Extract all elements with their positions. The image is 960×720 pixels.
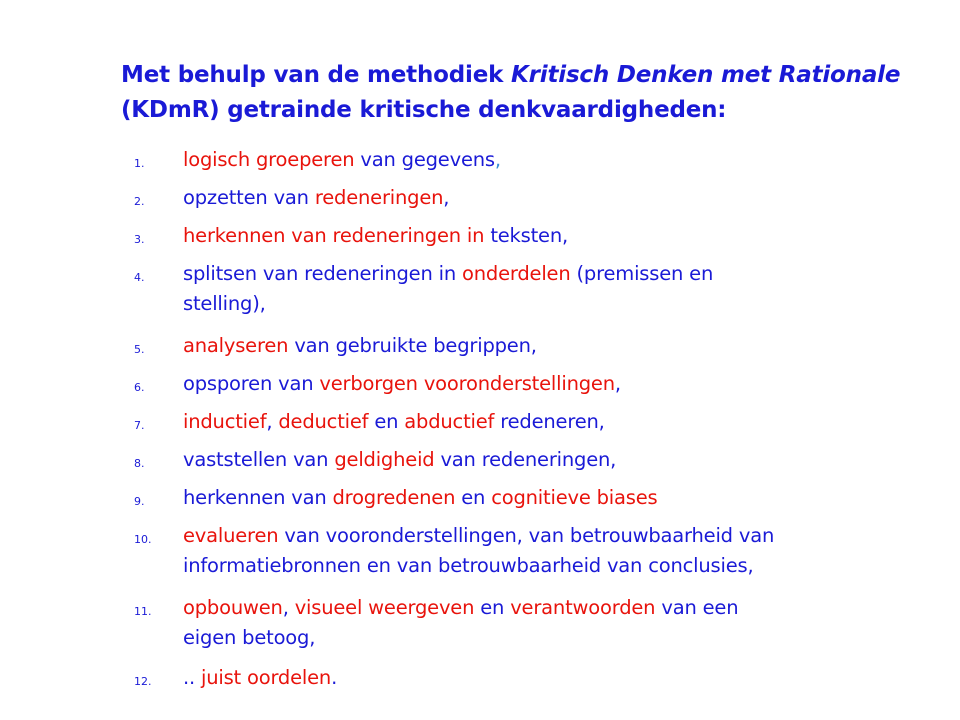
highlighted-term: verborgen vooronderstellingen [319,372,615,395]
list-item-text [183,483,883,513]
highlighted-term: opbouwen [183,596,283,619]
text-segment: van redeneringen, [434,448,617,471]
highlighted-term: logisch groeperen [183,148,355,171]
list-item-line [183,369,883,399]
text-segment: , [266,410,279,433]
highlighted-term: onderdelen [462,262,571,285]
title-italic-method: Kritisch Denken met Rationale [511,62,901,88]
highlighted-term: juist oordelen [201,666,332,689]
list-item-line [183,259,883,289]
list-item-line [183,221,883,251]
text-segment: van een [655,596,739,619]
text-segment: informatiebronnen en van betrouwbaarheid van conclusies, [183,554,754,577]
list-item-line [183,183,883,213]
list-item-number: 10. [134,533,152,546]
text-segment: opsporen van [183,372,320,395]
highlighted-term: deductief [278,410,369,433]
text-segment: van vooronderstellingen, van betrouwbaarheid van [278,524,775,547]
list-item-text [183,183,883,213]
highlighted-term: analyseren [183,334,289,357]
text-segment: , [614,372,621,395]
list-item-number: 9. [134,495,145,508]
list-item-line [183,407,883,437]
text-segment: en [368,410,405,433]
highlighted-term: redeneringen [314,186,444,209]
list-item-number: 8. [134,457,145,470]
list-item-number: 7. [134,419,145,432]
list-item-line [183,483,883,513]
list-item-line [183,521,883,551]
list-item-text [183,663,883,693]
list-item-line [183,623,883,653]
text-segment: en [455,486,492,509]
text-segment: splitsen van redeneringen in [183,262,462,285]
list-item-number: 4. [134,271,145,284]
list-item-number: 12. [134,675,152,688]
text-segment: eigen betoog, [183,626,316,649]
list-item-text [183,331,883,361]
title-line-1 [121,58,941,93]
list-item-number: 3. [134,233,145,246]
text-segment: stelling), [183,292,266,315]
highlighted-term: cognitieve biases [491,486,658,509]
text-segment: , [282,596,295,619]
text-segment: herkennen van [183,486,333,509]
text-segment: , [443,186,450,209]
highlighted-term: verantwoorden [510,596,656,619]
text-segment: opzetten van [183,186,315,209]
highlighted-term: abductief [404,410,495,433]
highlighted-term: inductief [183,410,267,433]
text-segment: . [331,666,338,689]
list-item-text [183,369,883,399]
text-segment: vaststellen van [183,448,335,471]
slide-title [121,58,941,128]
list-item-text [183,445,883,475]
list-item-text [183,521,883,581]
list-item-text [183,593,883,653]
text-segment: redeneren, [494,410,605,433]
text-segment: van gegevens [354,148,495,171]
title-line-2: (KDmR) getrainde kritische denkvaardigheden: [121,97,727,123]
text-segment: teksten, [490,224,569,247]
list-item-number: 1. [134,157,145,170]
highlighted-term: geldigheid [334,448,435,471]
list-item-text [183,221,883,251]
list-item-line [183,663,883,693]
list-item-text [183,407,883,437]
list-item-line [183,445,883,475]
text-segment: , [494,148,501,171]
highlighted-term: herkennen van redeneringen in [183,224,491,247]
list-item-line [183,593,883,623]
title-text: Met behulp van de methodiek [121,62,512,88]
list-item-number: 2. [134,195,145,208]
text-segment: van gebruikte begrippen, [288,334,537,357]
highlighted-term: evalueren [183,524,279,547]
text-segment: (premissen en [570,262,714,285]
list-item-line [183,145,883,175]
list-item-line [183,551,883,581]
list-item-text [183,259,883,319]
list-item-number: 11. [134,605,152,618]
highlighted-term: visueel weergeven [294,596,475,619]
text-segment: en [474,596,511,619]
list-item-line [183,289,883,319]
list-item-line [183,331,883,361]
list-item-text [183,145,883,175]
list-item-number: 6. [134,381,145,394]
list-item-number: 5. [134,343,145,356]
text-segment: .. [183,666,201,689]
highlighted-term: drogredenen [332,486,456,509]
